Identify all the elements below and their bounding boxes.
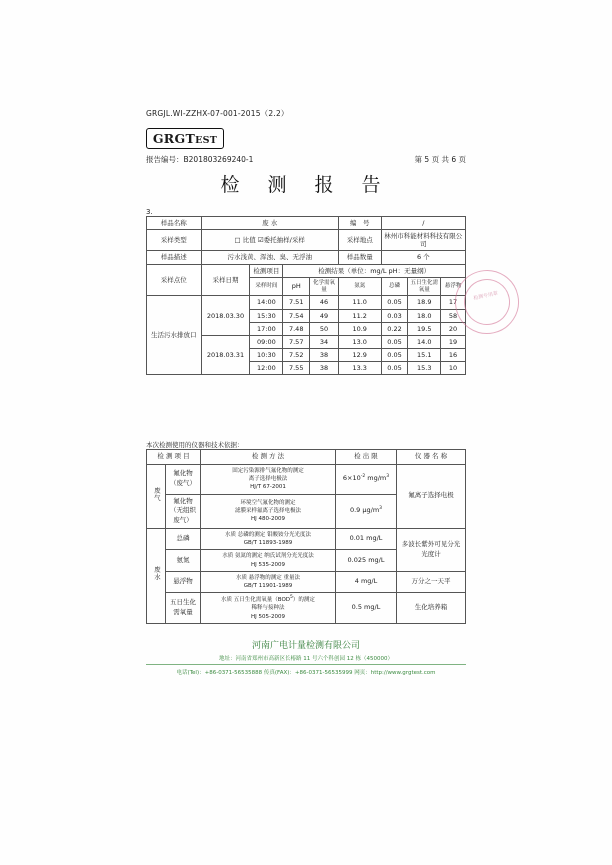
sample-desc-label: 样品描述 <box>147 251 202 264</box>
cell-ph: 7.52 <box>283 348 310 361</box>
cell-bod: 18.0 <box>408 309 441 322</box>
cell-tp: 0.03 <box>381 309 408 322</box>
method-item: 五日生化需氧量 <box>166 593 201 624</box>
method-text: 环境空气氟化物的测定 滤膜采样氟离子选择电极法 HJ 480-2009 <box>201 494 336 528</box>
col-ph: pH <box>283 277 310 296</box>
sample-name-value: 废 水 <box>201 217 338 230</box>
method-text: 水质 五日生化需氧量（BOD$^5$）的测定 稀释与接种法 HJ 505-2009 <box>201 593 336 624</box>
table-row <box>147 217 466 230</box>
col-ss: 悬浮物 <box>441 277 466 296</box>
sample-type-value: □ 比值 ☑委托抽样/采样 <box>201 230 338 251</box>
cell-ph: 7.55 <box>283 362 310 375</box>
table-row <box>147 571 466 593</box>
cell-ss: 17 <box>441 296 466 309</box>
method-item: 氨氮 <box>166 550 201 572</box>
cell-cod: 50 <box>310 322 339 335</box>
cell-tp: 0.22 <box>381 322 408 335</box>
col-sample-point: 采样点位 <box>147 264 202 296</box>
footer-divider <box>146 664 466 665</box>
method-limit: 0.01 mg/L <box>336 528 397 550</box>
cell-cod: 46 <box>310 296 339 309</box>
col-time: 采样时间 <box>250 277 283 296</box>
table-row <box>147 230 466 251</box>
cell-ss: 20 <box>441 322 466 335</box>
cell-time: 15:30 <box>250 309 283 322</box>
cell-time: 09:00 <box>250 335 283 348</box>
method-instrument: 生化培养箱 <box>397 593 466 624</box>
cell-ph: 7.54 <box>283 309 310 322</box>
col-item-group: 检测项目 <box>250 264 283 277</box>
sample-location-label: 采样地点 <box>338 230 381 251</box>
method-group-water: 废水 <box>147 528 166 623</box>
method-limit: 4 mg/L <box>336 571 397 593</box>
cell-cod: 38 <box>310 348 339 361</box>
sample-name-label: 样品名称 <box>147 217 202 230</box>
cell-ph: 7.57 <box>283 335 310 348</box>
method-item: 氟化物（无组织废气） <box>166 494 201 528</box>
cell-nh3n: 11.2 <box>338 309 381 322</box>
col-tp: 总磷 <box>381 277 408 296</box>
method-item: 总磷 <box>166 528 201 550</box>
col-sample-date: 采样日期 <box>201 264 250 296</box>
page-number: 第 5 页 共 6 页 <box>414 155 466 164</box>
cell-tp: 0.05 <box>381 296 408 309</box>
cell-bod: 15.1 <box>408 348 441 361</box>
method-col-method: 检 测 方 法 <box>201 450 336 465</box>
cell-bod: 19.5 <box>408 322 441 335</box>
cell-ss: 58 <box>441 309 466 322</box>
method-text: 固定污染源排气氟化物的测定 离子选择电极法 HJ/T 67-2001 <box>201 464 336 494</box>
cell-tp: 0.05 <box>381 348 408 361</box>
document-code: GRGJL.WI-ZZHX-07-001-2015（2.2） <box>146 109 289 118</box>
cell-nh3n: 10.9 <box>338 322 381 335</box>
table-row <box>147 296 466 309</box>
table-row <box>147 450 466 465</box>
sample-date-1: 2018.03.30 <box>201 296 250 335</box>
cell-bod: 14.0 <box>408 335 441 348</box>
section-number: 3. <box>146 208 153 216</box>
table-row <box>147 251 466 264</box>
method-col-item: 检 测 项 目 <box>147 450 201 465</box>
cell-nh3n: 12.9 <box>338 348 381 361</box>
footer-address: 地址：河南省郑州市高新区长椿路 11 号六个科创园 12 栋（450000） <box>219 656 393 662</box>
cell-bod: 15.3 <box>408 362 441 375</box>
method-item: 氟化物（废气） <box>166 464 201 494</box>
method-limit: 0.025 mg/L <box>336 550 397 572</box>
cell-cod: 34 <box>310 335 339 348</box>
cell-ph: 7.51 <box>283 296 310 309</box>
method-limit: 0.5 mg/L <box>336 593 397 624</box>
logo-text: GRGTEST <box>152 131 218 146</box>
sample-location-value: 林州市科能材料科技有限公司 <box>381 230 465 251</box>
cell-ss: 10 <box>441 362 466 375</box>
cell-time: 17:00 <box>250 322 283 335</box>
table-row <box>147 464 466 494</box>
method-text: 水质 悬浮物的测定 重量法 GB/T 11901-1989 <box>201 571 336 593</box>
company-logo <box>146 128 224 149</box>
method-instrument: 氟离子选择电极 <box>397 464 466 528</box>
method-group-gas: 废气 <box>147 464 166 528</box>
method-col-limit: 检 出 限 <box>336 450 397 465</box>
cell-nh3n: 13.0 <box>338 335 381 348</box>
sample-desc-value: 污水浅黄、浑浊、臭、无浮油 <box>201 251 338 264</box>
report-number-value: B201803269240-1 <box>183 155 254 164</box>
method-col-instrument: 仪 器 名 称 <box>397 450 466 465</box>
method-note: 本次检测使用的仪器和技术依据： <box>146 441 244 449</box>
page-title: 检 测 报 告 <box>220 174 392 196</box>
method-text: 水质 总磷的测定 钼酸铵分光光度法 GB/T 11893-1989 <box>201 528 336 550</box>
cell-nh3n: 11.0 <box>338 296 381 309</box>
report-number <box>146 154 253 165</box>
method-table <box>146 449 466 624</box>
col-cod: 化学需氧量 <box>310 277 339 296</box>
col-nh3n: 氨氮 <box>338 277 381 296</box>
cell-cod: 49 <box>310 309 339 322</box>
cell-time: 14:00 <box>250 296 283 309</box>
sample-point-value: 生活污水排放口 <box>147 296 202 375</box>
table-row <box>147 528 466 550</box>
method-instrument: 万分之一天平 <box>397 571 466 593</box>
cell-ss: 16 <box>441 348 466 361</box>
sample-type-label: 采样类型 <box>147 230 202 251</box>
cell-tp: 0.05 <box>381 362 408 375</box>
sample-date-2: 2018.03.31 <box>201 335 250 374</box>
cell-ss: 19 <box>441 335 466 348</box>
cell-ph: 7.48 <box>283 322 310 335</box>
method-text: 水质 氨氮的测定 纳氏试剂分光光度法 HJ 535-2009 <box>201 550 336 572</box>
cell-cod: 38 <box>310 362 339 375</box>
cell-time: 12:00 <box>250 362 283 375</box>
footer-contact: 电话(Tel)：+86-0371-56535888 传真(FAX)：+86-0371-56535999 网页：http://www.grgtest.com <box>176 670 436 676</box>
result-table <box>146 216 466 375</box>
cell-bod: 18.9 <box>408 296 441 309</box>
cell-time: 10:30 <box>250 348 283 361</box>
sample-count-label: 样品数量 <box>338 251 381 264</box>
footer-company: 河南广电计量检测有限公司 <box>251 641 360 651</box>
method-limit: 0.9 $\mu g/m^3$ <box>336 494 397 528</box>
cell-nh3n: 13.3 <box>338 362 381 375</box>
sample-id-label: 编 号 <box>338 217 381 230</box>
sample-count-value: 6 个 <box>381 251 465 264</box>
method-item: 悬浮物 <box>166 571 201 593</box>
method-limit: $6\times 10^{-2}$ $mg/m^3$ <box>336 464 397 494</box>
table-row <box>147 593 466 624</box>
cell-tp: 0.05 <box>381 335 408 348</box>
method-instrument: 多波长紫外可见分光光度计 <box>397 528 466 571</box>
report-number-label: 报告编号： <box>146 155 184 164</box>
sample-id-value: / <box>381 217 465 230</box>
col-bod: 五日生化需氧量 <box>408 277 441 296</box>
table-row <box>147 264 466 277</box>
result-header-note: 检测结果（单位：mg/L pH：无量纲） <box>283 264 466 277</box>
stamp-text: 检测专用章 <box>472 290 499 302</box>
